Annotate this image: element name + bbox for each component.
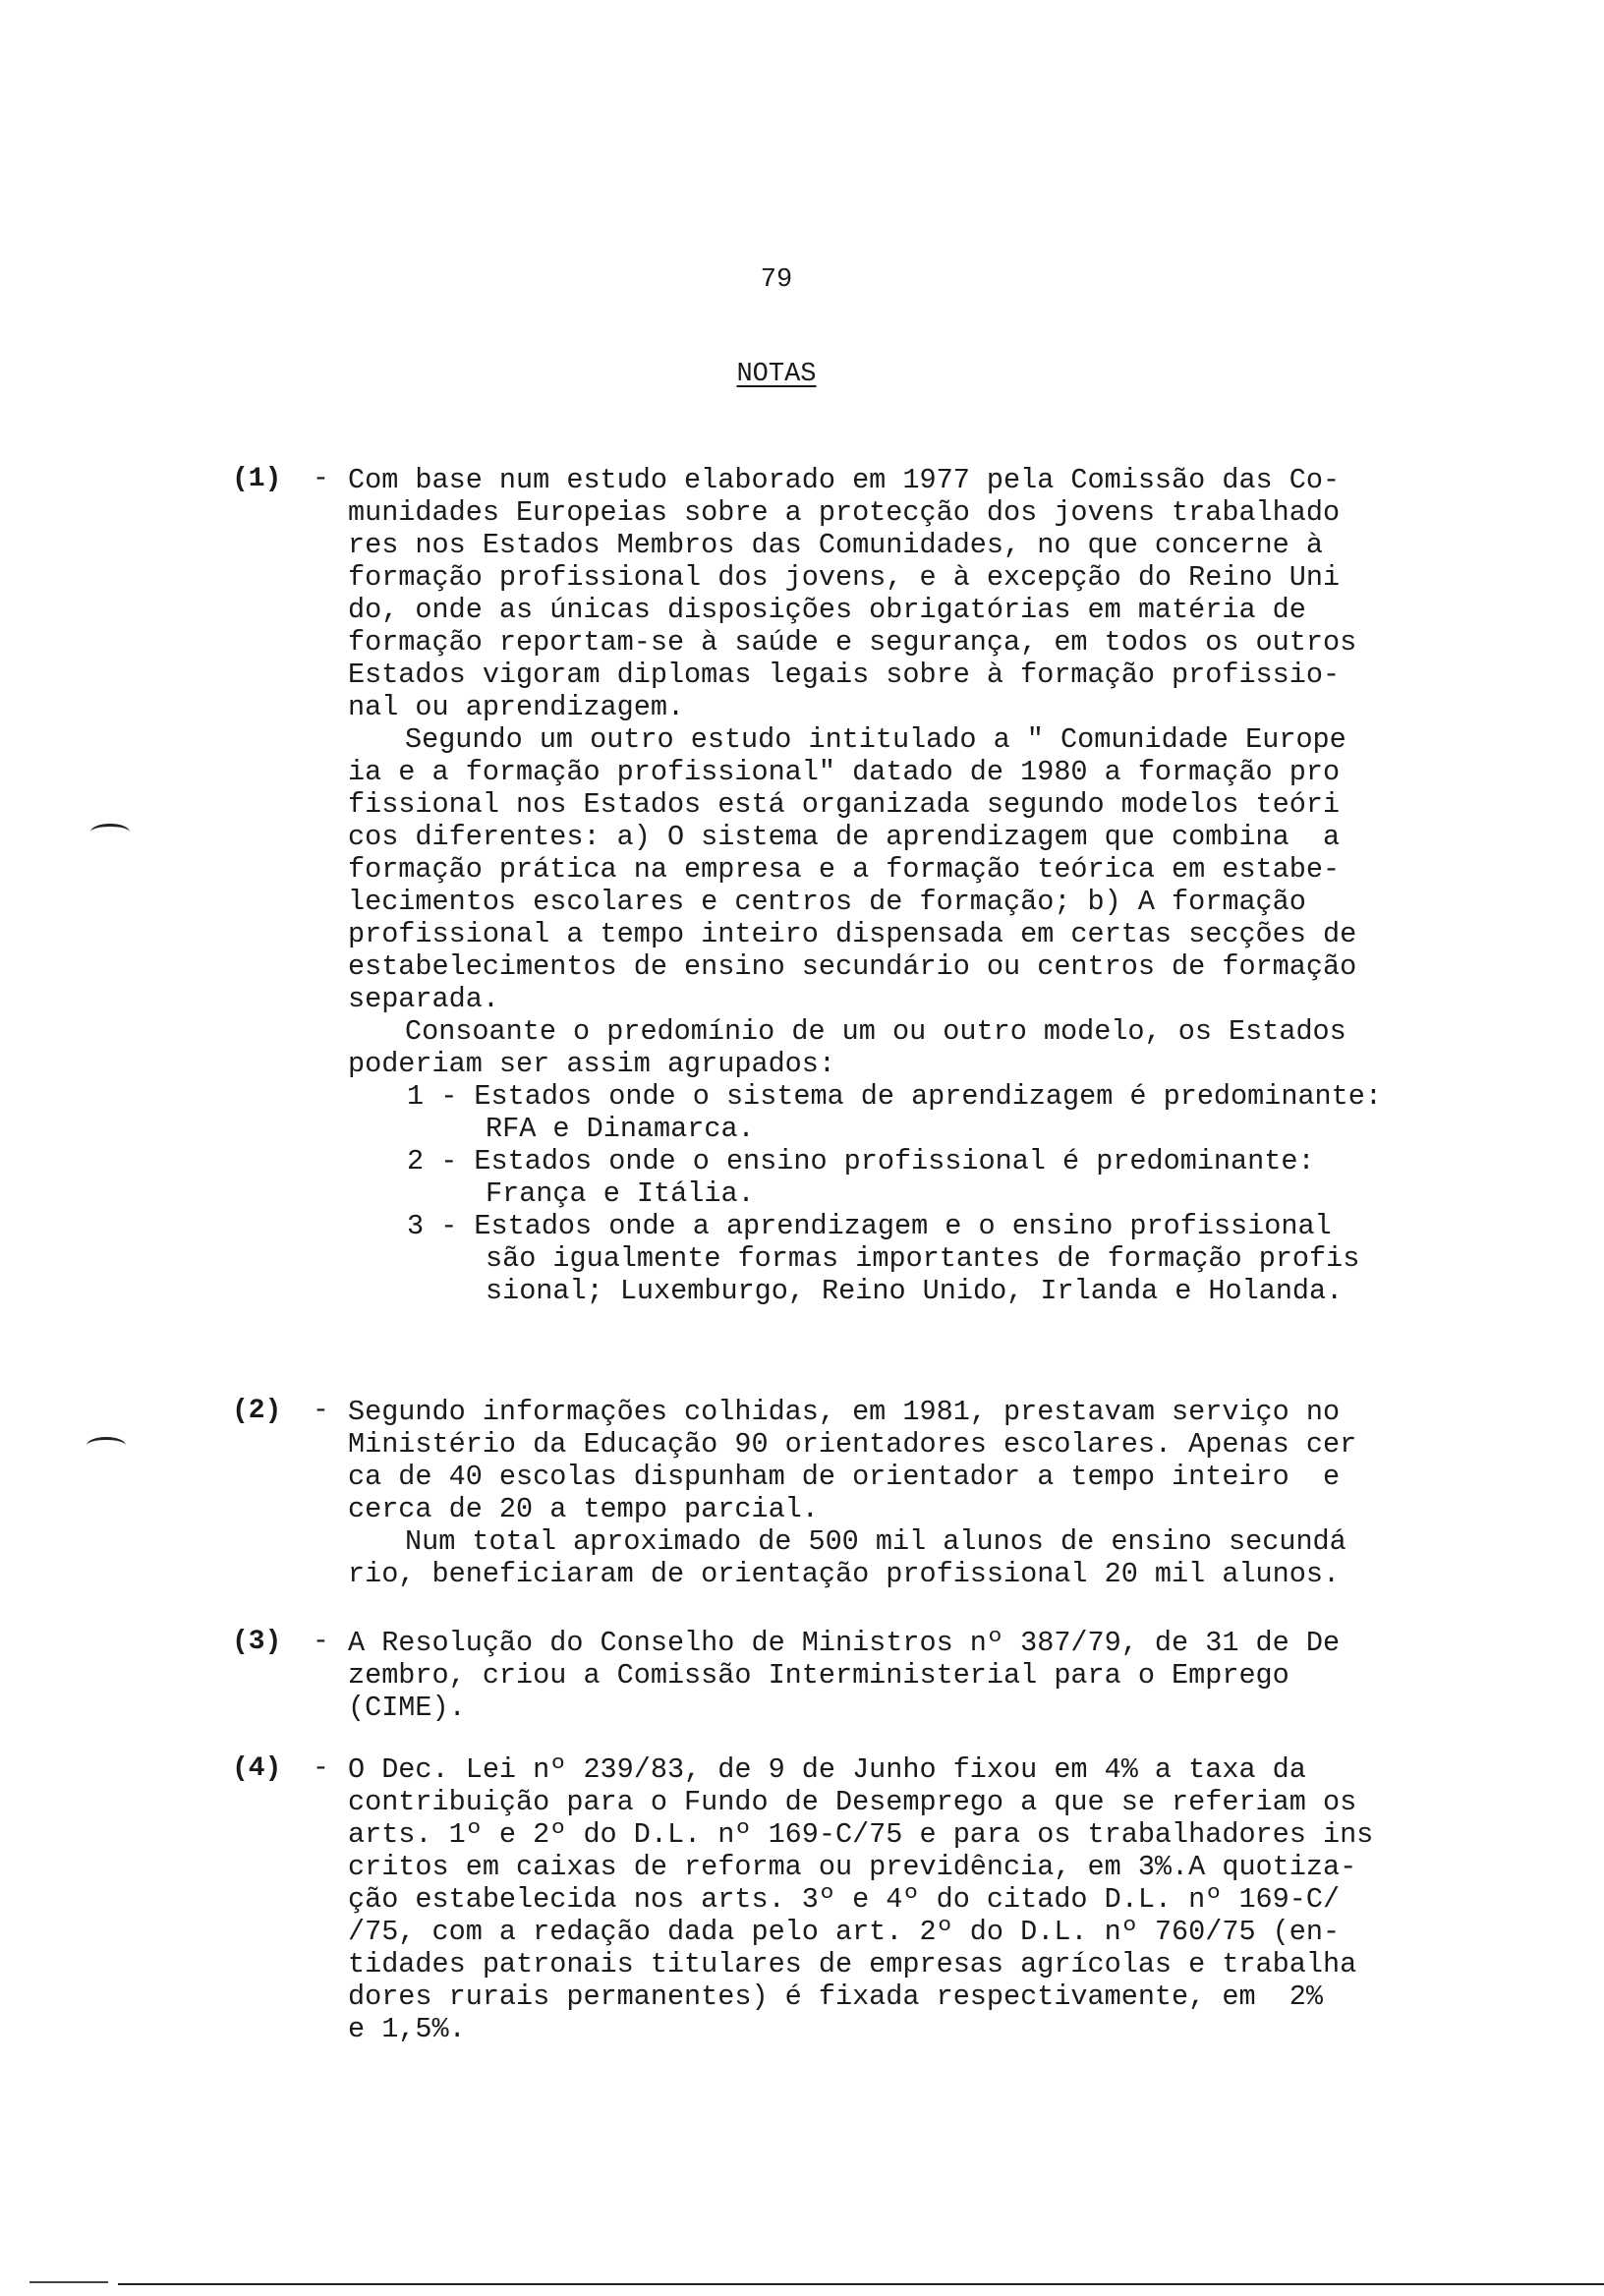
note-line: cos diferentes: a) O sistema de aprendizagem que combina a [348, 821, 1341, 853]
list-item-continuation: RFA e Dinamarca. [486, 1113, 755, 1145]
note-line: A Resolução do Conselho de Ministros nº 387/79, de 31 de De [348, 1627, 1341, 1659]
note-line: tidades patronais titulares de empresas agrícolas e trabalha [348, 1948, 1357, 1980]
note-line: critos em caixas de reforma ou previdência, em 3%.A quotiza- [348, 1851, 1357, 1883]
note-body [348, 1627, 1527, 1724]
note-line: e 1,5%. [348, 2013, 466, 2045]
note-line: zembro, criou a Comissão Interministerial para o Emprego [348, 1659, 1289, 1692]
note-line: cerca de 20 a tempo parcial. [348, 1493, 819, 1525]
note-line: poderiam ser assim agrupados: [348, 1048, 835, 1080]
note-line: dores rurais permanentes) é fixada respectivamente, em 2% [348, 1980, 1323, 2013]
note-line: arts. 1º e 2º do D.L. nº 169-C/75 e para os trabalhadores ins [348, 1818, 1374, 1851]
note-line: separada. [348, 983, 499, 1015]
note-line: ia e a formação profissional" datado de 1980 a formação pro [348, 756, 1341, 788]
note-line: Segundo um outro estudo intitulado a " Comunidade Europe [405, 723, 1346, 756]
note-line: formação reportam-se à saúde e segurança, em todos os outros [348, 626, 1357, 659]
margin-pencil-mark [90, 824, 130, 840]
note-line: Num total aproximado de 500 mil alunos de ensino secundá [405, 1525, 1346, 1558]
note-line: /75, com a redação dada pelo art. 2º do D.L. nº 760/75 (en- [348, 1916, 1341, 1948]
note-line: formação profissional dos jovens, e à excepção do Reino Uni [348, 561, 1341, 594]
note-line: O Dec. Lei nº 239/83, de 9 de Junho fixou em 4% a taxa da [348, 1753, 1306, 1786]
note-body [348, 1753, 1527, 2045]
note-line: contribuição para o Fundo de Desemprego a que se referiam os [348, 1786, 1357, 1818]
note-body [348, 1396, 1527, 1590]
page-number: 79 [760, 265, 793, 295]
list-item: 3 - Estados onde a aprendizagem e o ensino profissional [407, 1210, 1332, 1242]
note-line: rio, beneficiaram de orientação profissional 20 mil alunos. [348, 1558, 1341, 1590]
notes-title [0, 360, 1553, 389]
note-line: do, onde as únicas disposições obrigatórias em matéria de [348, 594, 1306, 626]
note-line: ção estabelecida nos arts. 3º e 4º do citado D.L. nº 169-C/ [348, 1883, 1341, 1916]
note-body [348, 464, 1527, 1307]
note-line: nal ou aprendizagem. [348, 691, 685, 723]
note-line: munidades Europeias sobre a protecção dos jovens trabalhado [348, 496, 1341, 529]
list-item-continuation: França e Itália. [486, 1177, 755, 1210]
note-line: estabelecimentos de ensino secundário ou centros de formação [348, 950, 1357, 983]
note-line: lecimentos escolares e centros de formação; b) A formação [348, 886, 1306, 918]
note-number: (2) [232, 1396, 282, 1426]
note-dash: - [313, 464, 329, 494]
note-line: formação prática na empresa e a formação teórica em estabe- [348, 853, 1341, 886]
note-line: Consoante o predomínio de um ou outro modelo, os Estados [405, 1015, 1346, 1048]
bottom-rule-left [29, 2281, 108, 2283]
note-number: (1) [232, 464, 282, 494]
note-dash: - [313, 1627, 329, 1657]
note-number: (4) [232, 1753, 282, 1784]
note-dash: - [313, 1753, 329, 1784]
margin-pencil-mark [86, 1437, 126, 1454]
note-line: res nos Estados Membros das Comunidades, no que concerne à [348, 529, 1323, 561]
note-line: (CIME). [348, 1692, 466, 1724]
note-line: fissional nos Estados está organizada segundo modelos teóri [348, 788, 1341, 821]
note-line: Estados vigoram diplomas legais sobre à formação profissio- [348, 659, 1341, 691]
list-item-continuation: sional; Luxemburgo, Reino Unido, Irlanda e Holanda. [486, 1275, 1344, 1307]
note-line: ca de 40 escolas dispunham de orientador a tempo inteiro e [348, 1461, 1341, 1493]
note-line: Segundo informações colhidas, em 1981, prestavam serviço no [348, 1396, 1341, 1428]
note-line: Ministério da Educação 90 orientadores escolares. Apenas cer [348, 1428, 1357, 1461]
notes-title-text: NOTAS [736, 360, 817, 389]
list-item: 2 - Estados onde o ensino profissional é predominante: [407, 1145, 1315, 1177]
bottom-rule [118, 2283, 1604, 2285]
note-dash: - [313, 1396, 329, 1426]
list-item-continuation: são igualmente formas importantes de formação profis [486, 1242, 1360, 1275]
list-item: 1 - Estados onde o sistema de aprendizagem é predominante: [407, 1080, 1382, 1113]
note-line: profissional a tempo inteiro dispensada em certas secções de [348, 918, 1357, 950]
note-line: Com base num estudo elaborado em 1977 pela Comissão das Co- [348, 464, 1341, 496]
note-number: (3) [232, 1627, 282, 1657]
